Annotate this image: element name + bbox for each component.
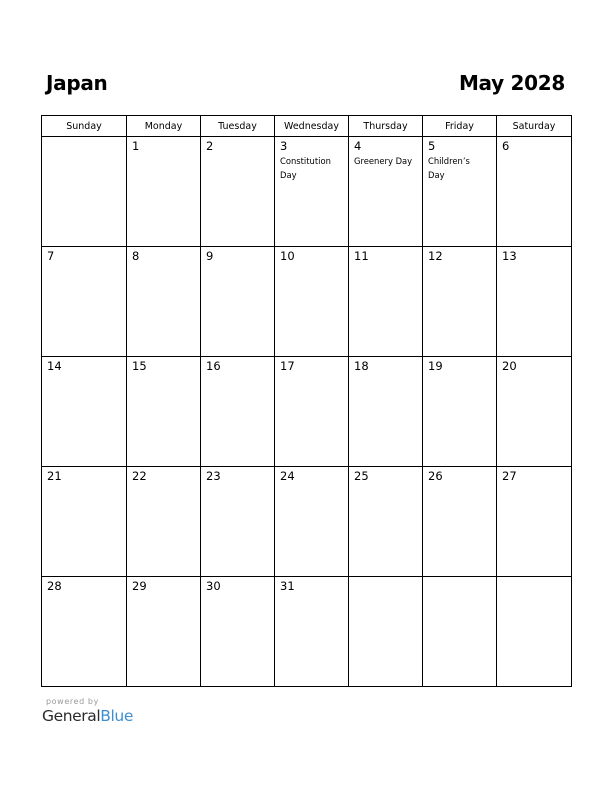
day-cell xyxy=(127,137,201,247)
day-cell xyxy=(349,467,423,577)
day-cell xyxy=(423,577,497,687)
day-cell xyxy=(275,577,349,687)
day-number: 21 xyxy=(47,469,62,483)
day-number: 13 xyxy=(502,249,517,263)
day-number: 6 xyxy=(502,139,510,153)
day-number: 1 xyxy=(132,139,140,153)
day-cell xyxy=(42,247,127,357)
day-cell xyxy=(349,137,423,247)
day-cell xyxy=(127,467,201,577)
day-number: 18 xyxy=(354,359,369,373)
day-cell xyxy=(127,577,201,687)
day-cell xyxy=(275,467,349,577)
day-cell xyxy=(497,247,572,357)
day-number: 24 xyxy=(280,469,295,483)
day-number: 19 xyxy=(428,359,443,373)
day-cell xyxy=(349,577,423,687)
day-cell xyxy=(497,357,572,467)
day-number: 4 xyxy=(354,139,362,153)
day-cell xyxy=(497,577,572,687)
weekday-header-row xyxy=(42,116,572,137)
day-number: 20 xyxy=(502,359,517,373)
day-number: 25 xyxy=(354,469,369,483)
calendar-grid xyxy=(41,115,572,687)
day-number: 3 xyxy=(280,139,288,153)
weekday-sunday: Sunday xyxy=(42,116,127,137)
brand-blue-text: Blue xyxy=(100,707,133,725)
weekday-monday: Monday xyxy=(127,116,201,137)
day-number: 28 xyxy=(47,579,62,593)
brand-wordmark xyxy=(42,707,133,725)
day-number: 7 xyxy=(47,249,55,263)
day-number: 14 xyxy=(47,359,62,373)
day-number: 31 xyxy=(280,579,295,593)
brand-general-text: General xyxy=(42,707,101,725)
day-cell xyxy=(201,137,275,247)
day-cell xyxy=(201,467,275,577)
holiday-label: Children’s Day xyxy=(428,156,470,180)
day-cell xyxy=(201,247,275,357)
day-cell xyxy=(201,357,275,467)
powered-by-label: powered by xyxy=(46,697,99,706)
day-number: 27 xyxy=(502,469,517,483)
weekday-saturday: Saturday xyxy=(497,116,572,137)
weekday-friday: Friday xyxy=(423,116,497,137)
day-number: 29 xyxy=(132,579,147,593)
day-number: 16 xyxy=(206,359,221,373)
day-cell xyxy=(497,467,572,577)
day-number: 15 xyxy=(132,359,147,373)
day-number: 17 xyxy=(280,359,295,373)
day-number: 8 xyxy=(132,249,140,263)
day-cell xyxy=(423,137,497,247)
day-cell xyxy=(42,577,127,687)
week-row xyxy=(42,357,572,467)
holiday-label: Constitution Day xyxy=(280,156,331,180)
weekday-wednesday: Wednesday xyxy=(275,116,349,137)
generalblue-logo[interactable] xyxy=(42,697,133,725)
week-row xyxy=(42,137,572,247)
day-cell xyxy=(42,357,127,467)
day-number: 5 xyxy=(428,139,436,153)
week-row xyxy=(42,467,572,577)
weekday-tuesday: Tuesday xyxy=(201,116,275,137)
day-number xyxy=(423,577,496,580)
day-cell xyxy=(349,247,423,357)
day-cell xyxy=(275,247,349,357)
day-cell xyxy=(42,467,127,577)
day-cell xyxy=(201,577,275,687)
holiday-label: Greenery Day xyxy=(354,156,413,166)
day-number: 23 xyxy=(206,469,221,483)
day-number: 30 xyxy=(206,579,221,593)
weekday-thursday: Thursday xyxy=(349,116,423,137)
week-row xyxy=(42,577,572,687)
day-cell xyxy=(275,357,349,467)
day-number: 2 xyxy=(206,139,214,153)
day-cell xyxy=(423,357,497,467)
month-year-title: May 2028 xyxy=(458,71,565,95)
day-number xyxy=(349,577,422,580)
day-cell xyxy=(349,357,423,467)
day-cell xyxy=(275,137,349,247)
day-cell xyxy=(127,357,201,467)
day-cell xyxy=(423,467,497,577)
day-number: 22 xyxy=(132,469,147,483)
day-cell xyxy=(423,247,497,357)
day-cell xyxy=(497,137,572,247)
country-title: Japan xyxy=(46,71,108,95)
week-row xyxy=(42,247,572,357)
day-number: 12 xyxy=(428,249,443,263)
day-number xyxy=(42,137,126,140)
day-number: 11 xyxy=(354,249,369,263)
day-number: 26 xyxy=(428,469,443,483)
day-number xyxy=(497,577,571,580)
day-number: 9 xyxy=(206,249,214,263)
day-cell xyxy=(127,247,201,357)
day-number: 10 xyxy=(280,249,295,263)
day-cell xyxy=(42,137,127,247)
